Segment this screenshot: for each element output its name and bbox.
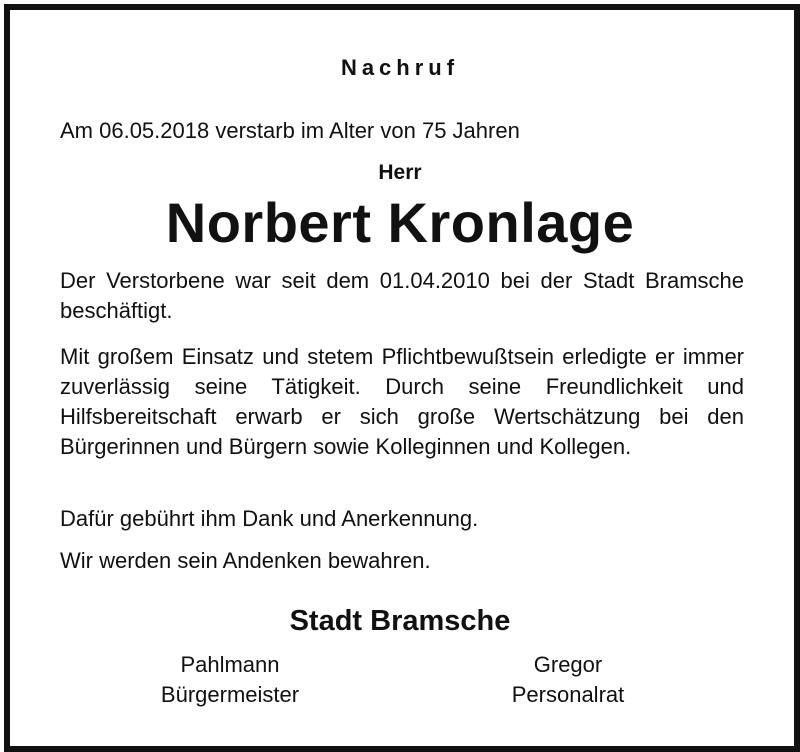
signatory-name: Gregor <box>533 652 603 677</box>
tribute-paragraph: Mit großem Einsatz und stetem Pflichtbewußtsein erledigte er immer zuverlässig seine Tätigkeit. Durch seine Freundlichkeit und Hilfsbereitschaft erwarb er sich große Wertschätzung bei den Bürgerinnen und Bürgern sowie Kolleginnen und Kollegen. <box>60 344 744 459</box>
deceased-name: Norbert Kronlage <box>165 191 635 254</box>
signatory-mayor <box>110 650 350 710</box>
notice-heading: Nachruf <box>340 55 460 80</box>
remembrance-paragraph: Wir werden sein Andenken bewahren. <box>60 548 431 573</box>
signatory-title: Personalrat <box>511 682 625 707</box>
signatory-staff-council <box>448 650 688 710</box>
signatory-name: Pahlmann <box>180 652 280 677</box>
gratitude-paragraph: Dafür gebührt ihm Dank und Anerkennung. <box>60 506 479 531</box>
organization-name: Stadt Bramsche <box>289 605 511 637</box>
signatory-title: Bürgermeister <box>160 682 300 707</box>
salutation: Herr <box>378 161 422 184</box>
death-announcement: Am 06.05.2018 verstarb im Alter von 75 Jahren <box>60 118 520 143</box>
employment-paragraph: Der Verstorbene war seit dem 01.04.2010 bei der Stadt Bramsche beschäftigt. <box>60 268 744 323</box>
